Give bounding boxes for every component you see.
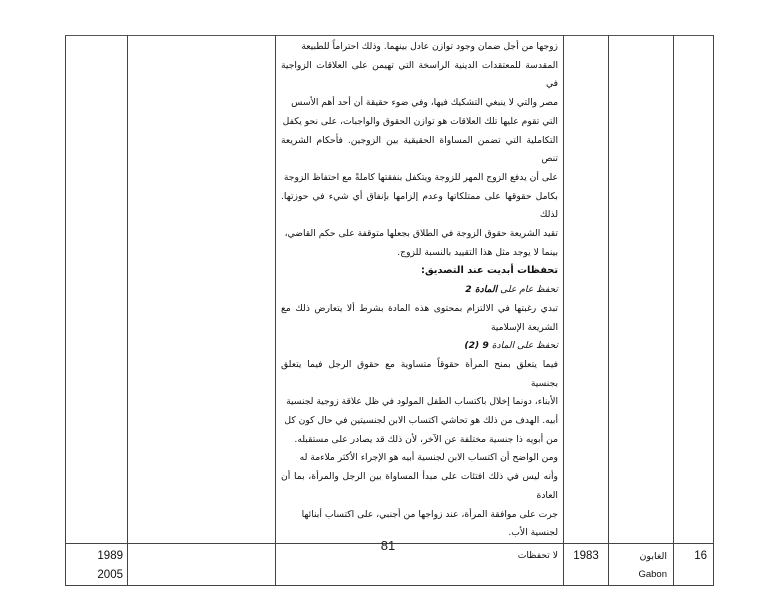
paragraph-line: مصر والتي لا ينبغي التشكيك فيها، وفي ضوء حقيقة أن أحد أهم الأسس	[291, 97, 558, 109]
paragraph-line: على أن يدفع الزوج المهر للزوجة ويتكفل بنفقتها كاملةً مع احتفاظ الزوجة	[283, 171, 558, 183]
reservations-table	[65, 35, 714, 586]
table-row-egypt-continued	[66, 36, 714, 544]
row-number-cell: 16	[674, 543, 714, 585]
country-cell-empty	[609, 36, 674, 544]
accession-year-cell: 1983	[564, 543, 609, 585]
reservations-text	[276, 38, 563, 543]
paragraph-line: ومن الواضح أن اكتساب الابن لجنسية أبيه هو الإجراء الأكثر ملاءمة له	[299, 452, 558, 464]
paragraph-line: بكامل حقوقها على ممتلكاتها وعدم إلزامها بإنفاق أي شيء في حوزتها. لذلك	[281, 190, 558, 221]
article-number: 9 (2)	[464, 340, 489, 352]
paragraph-line: المقدسة للمعتقدات الدينية الراسخة التي تهيمن على العلاقات الزواجية في	[281, 59, 558, 90]
paragraph-line: فيما يتعلق بمنح المرأة حقوقاً متساوية مع حقوق الرجل فيما يتعلق بجنسية	[281, 358, 558, 389]
paragraph-line: الأبناء، دونما إخلال باكتساب الطفل المولود في ظل علاقة زوجية لجنسية	[286, 396, 558, 408]
paragraph-line: وأنه ليس في ذلك افتئات على مبدأ المساواة بين الرجل والمرأة، بما أن العادة	[281, 471, 558, 501]
reservations-cell	[276, 36, 564, 544]
date-value: 1989	[97, 549, 123, 562]
reservations-heading: تحفظات أبديت عند التصديق:	[421, 265, 558, 277]
reservation-article-2-label	[281, 281, 558, 300]
notes-cell-empty	[128, 36, 276, 544]
number-cell-empty	[674, 36, 714, 544]
date-value: 2005	[97, 568, 123, 581]
paragraph-line: جرت على موافقة المرأة، عند زواجها من أجنبي، على اكتساب أبنائها	[301, 508, 558, 520]
label-prefix: تحفظ على المادة	[488, 340, 558, 352]
no-reservations-text: لا تحفظات	[517, 549, 558, 561]
paragraph-line: التي تقوم عليها تلك العلاقات هو توازن الحقوق والواجبات، على نحو يكفل	[282, 115, 558, 127]
paragraph-line: لجنسية الأب.	[508, 527, 558, 539]
paragraph-line: أبيه. الهدف من ذلك هو تحاشي اكتساب الابن لجنسيتين في حال كون كل	[284, 415, 558, 427]
article-number: المادة 2	[465, 284, 498, 296]
paragraph-line: من أبويه ذا جنسية مختلفة عن الآخر، لأن ذلك قد يصادر على مستقبله.	[294, 433, 558, 445]
paragraph-line: بينما لا يوجد مثل هذا التقييد بالنسبة للزوج.	[397, 246, 558, 258]
reservation-article-9-label	[281, 337, 558, 356]
year-cell-empty	[564, 36, 609, 544]
country-name-english: Gabon	[638, 568, 667, 580]
paragraph-line: تقيد الشريعة حقوق الزوجة في الطلاق بجعلها متوقفة على حكم القاضي،	[284, 228, 558, 240]
paragraph-line: زوجها من أجل ضمان وجود توازن عادل بينهما. وذلك احتراماً للطبيعة	[301, 41, 558, 52]
reservation-article-2-text: تبدي رغبتها في الالتزام بمحتوى هذه المادة بشرط ألا يتعارض ذلك مع الشريعة الإسلامية	[281, 302, 558, 333]
page-number: 81	[380, 538, 396, 553]
country-name-arabic: الغابون	[639, 550, 667, 562]
dates-cell-empty	[66, 36, 128, 544]
label-prefix: تحفظ عام على	[497, 284, 558, 296]
paragraph-line: التكاملية التي تضمن المساواة الحقيقية بين الزوجين. فأحكام الشريعة تنص	[281, 134, 558, 165]
